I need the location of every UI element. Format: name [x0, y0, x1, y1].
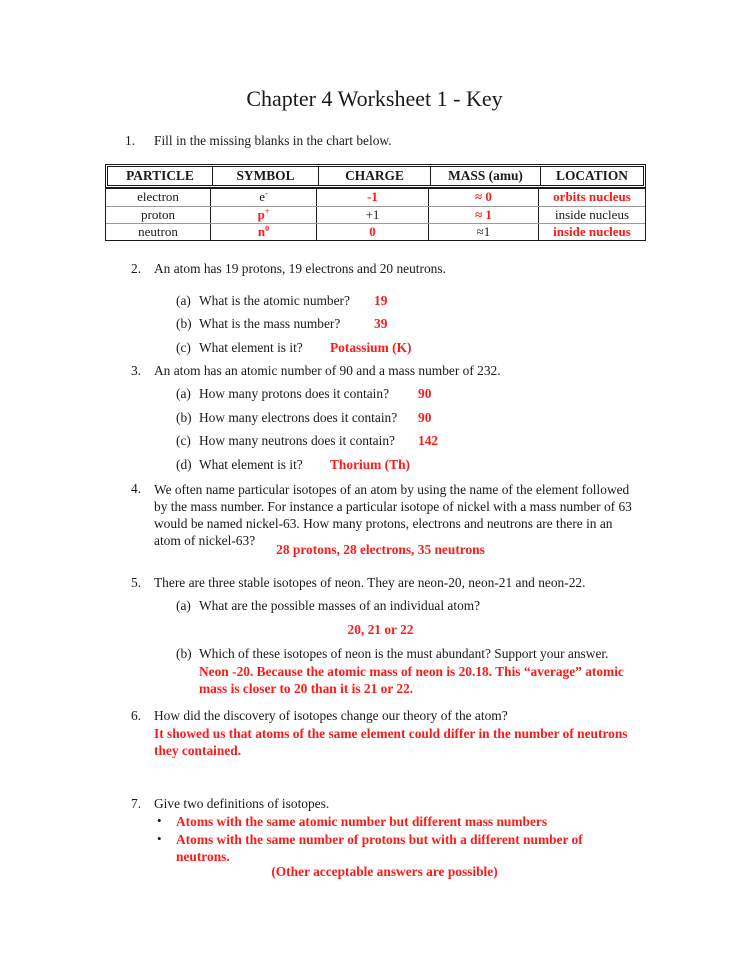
part-answer: 142	[418, 433, 439, 448]
cell-symbol	[211, 224, 317, 240]
bullet-text-line: neutrons.	[176, 849, 230, 864]
cell-location: orbits nucleus	[553, 189, 631, 204]
bullet-icon: •	[157, 831, 162, 846]
part-label: (c)	[176, 340, 191, 355]
part-answer: Thorium (Th)	[330, 457, 410, 472]
question-number: 4.	[131, 481, 142, 496]
question-text: An atom has an atomic number of 90 and a mass number of 232.	[154, 363, 501, 378]
question-text-line: atom of nickel-63?	[154, 533, 256, 548]
part-answer: 90	[418, 410, 432, 425]
part-text: What is the atomic number?	[199, 293, 350, 308]
cell-location: inside nucleus	[554, 207, 629, 222]
question-text: An atom has 19 protons, 19 electrons and 20 neutrons.	[154, 261, 446, 276]
part-answer-line: Neon -20. Because the atomic mass of neon is 20.18. This “average” atomic	[199, 664, 624, 679]
part-text: Which of these isotopes of neon is the must abundant? Support your answer.	[199, 646, 609, 661]
part-label: (b)	[176, 646, 192, 661]
particle-table-header	[105, 164, 646, 188]
question-text-line: by the mass number. For instance a particular isotope of nickel with a mass number of 63	[154, 499, 632, 514]
table-row-electron	[106, 188, 645, 206]
part-text: What is the mass number?	[199, 316, 341, 331]
cell-particle: proton	[106, 207, 211, 223]
answer-line: they contained.	[154, 743, 242, 758]
part-text: How many neutrons does it contain?	[199, 433, 395, 448]
symbol-base: p	[257, 207, 265, 222]
part-answer: 20, 21 or 22	[347, 622, 414, 637]
cell-symbol	[211, 189, 317, 206]
cell-symbol	[211, 207, 317, 223]
question-number: 2.	[131, 261, 142, 276]
header-particle: PARTICLE	[108, 167, 213, 185]
table-row-proton	[106, 206, 645, 223]
cell-mass: ≈1	[429, 224, 539, 240]
particle-table-body	[105, 188, 646, 241]
question-number: 1.	[125, 133, 136, 148]
part-answer: 39	[374, 316, 388, 331]
part-text: How many electrons does it contain?	[199, 410, 398, 425]
symbol-base: n	[257, 224, 266, 239]
part-label: (a)	[176, 293, 191, 308]
table-row-neutron	[106, 223, 645, 240]
cell-particle: electron	[106, 189, 211, 206]
symbol-superscript: +	[264, 207, 270, 216]
cell-mass: ≈ 1	[429, 207, 539, 223]
part-label: (a)	[176, 386, 191, 401]
symbol-superscript: 0	[265, 224, 270, 233]
answer: 28 protons, 28 electrons, 35 neutrons	[276, 542, 485, 557]
part-label: (b)	[176, 410, 192, 425]
question-text: Give two definitions of isotopes.	[154, 796, 330, 811]
part-label: (a)	[176, 598, 191, 613]
question-number: 3.	[131, 363, 142, 378]
part-text: How many protons does it contain?	[199, 386, 390, 401]
note: (Other acceptable answers are possible)	[271, 864, 498, 879]
part-answer: 90	[418, 386, 432, 401]
question-text: There are three stable isotopes of neon. They are neon-20, neon-21 and neon-22.	[154, 575, 586, 590]
part-answer: Potassium (K)	[330, 340, 412, 355]
part-answer: 19	[374, 293, 388, 308]
part-label: (c)	[176, 433, 191, 448]
header-location: LOCATION	[556, 168, 628, 183]
bullet-text-line: Atoms with the same number of protons but with a different number of	[176, 832, 583, 847]
part-text: What element is it?	[199, 340, 303, 355]
header-symbol: SYMBOL	[213, 167, 319, 185]
question-number: 7.	[131, 796, 142, 811]
bullet-icon: •	[157, 813, 162, 828]
cell-charge: -1	[317, 189, 429, 206]
symbol-superscript: -	[265, 189, 268, 198]
header-charge: CHARGE	[319, 167, 431, 185]
part-text: What element is it?	[199, 457, 303, 472]
page-title: Chapter 4 Worksheet 1 - Key	[246, 86, 503, 111]
question-text-line: would be named nickel-63. How many protons, electrons and neutrons are there in an	[154, 516, 613, 531]
cell-charge: 0	[317, 224, 429, 240]
cell-mass: ≈ 0	[429, 189, 539, 206]
answer-line: It showed us that atoms of the same element could differ in the number of neutrons	[154, 726, 628, 741]
question-number: 6.	[131, 708, 142, 723]
question-number: 5.	[131, 575, 142, 590]
part-label: (d)	[176, 457, 192, 472]
bullet-text-line: Atoms with the same atomic number but different mass numbers	[176, 814, 548, 829]
cell-particle: neutron	[106, 224, 211, 240]
part-answer-line: mass is closer to 20 than it is 21 or 22.	[199, 681, 414, 696]
question-text: How did the discovery of isotopes change our theory of the atom?	[154, 708, 508, 723]
cell-location: inside nucleus	[553, 224, 631, 239]
question-text: Fill in the missing blanks in the chart below.	[154, 133, 392, 148]
part-text: What are the possible masses of an individual atom?	[199, 598, 481, 613]
question-text-line: We often name particular isotopes of an atom by using the name of the element followed	[154, 482, 630, 497]
symbol-base: e	[259, 189, 266, 204]
part-label: (b)	[176, 316, 192, 331]
cell-charge: +1	[317, 207, 429, 223]
header-mass: MASS (amu)	[431, 167, 541, 185]
